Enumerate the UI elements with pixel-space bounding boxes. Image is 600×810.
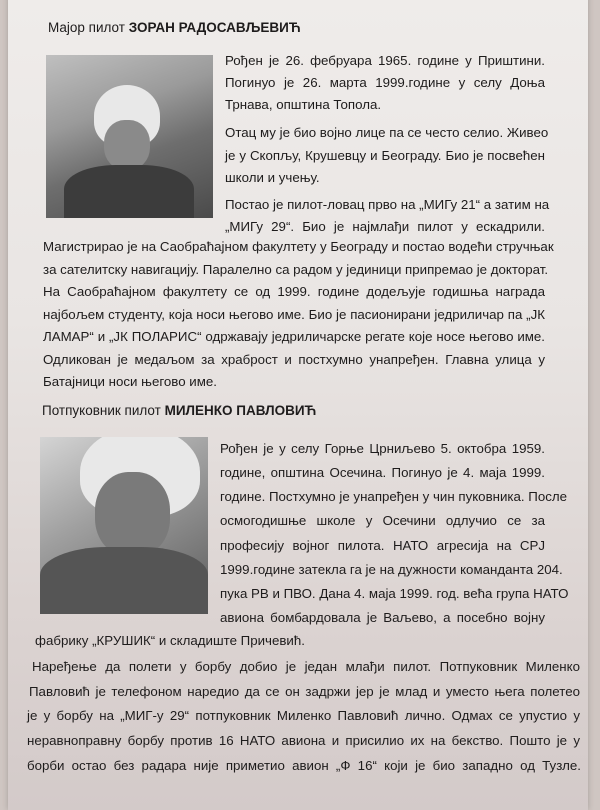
- text-line: пука РВ и ПВО. Дана 4. маја 1999. год. већа група НАТО: [220, 586, 569, 601]
- text-line: најбољем студенту, која носи његово име. Био је пасионирани једриличар па „ЈК: [43, 307, 545, 322]
- section1-title: [48, 20, 301, 35]
- text-line: На Саобраћајном факултету се од 1999. године додељује годишња награда: [43, 284, 545, 299]
- text-line: Наређење да полети у борбу добио је један млађи пилот. Потпуковник Миленко: [32, 659, 580, 674]
- text-line: Погинуо је 26. марта 1999.године у селу Доња: [225, 75, 545, 90]
- text-line: Павловић је телефоном наредио да се он задржи јер је млад и уместо њега полетео: [29, 684, 580, 699]
- text-line: је у Скопљу, Крушевцу и Београду. Био је посвећен: [225, 148, 545, 163]
- text-line: школи и учењу.: [225, 170, 320, 185]
- rank: Мајор пилот: [48, 20, 125, 35]
- text-line: Трнава, општина Топола.: [225, 97, 382, 112]
- text-line: Постао је пилот-ловац прво на „МИГу 21“ а затим на: [225, 197, 550, 212]
- text-line: Батајници носи његово име.: [43, 374, 217, 389]
- text-line: авиона бомбардовала је Ваљево, а посебно војну: [220, 610, 545, 625]
- rank: Потпуковник пилот: [42, 403, 161, 418]
- text-line: године, општина Осечина. Погинуо је 4. маја 1999.: [220, 465, 545, 480]
- text-line: је у борбу на „МИГ-у 29“ потпуковник Миленко Павловић лично. Одмах се упустио у: [27, 708, 580, 723]
- text-line: Одликован је медаљом за храброст и постхумно унапређен. Главна улица у: [43, 352, 545, 367]
- text-line: неравноправну борбу против 16 НАТО авиона и присилио их на бекство. Пошто је у: [27, 733, 580, 748]
- pilot-name: ЗОРАН РАДОСАВЉЕВИЋ: [128, 20, 301, 35]
- text-line: године. Постхумно је унапређен у чин пуковника. После: [220, 489, 568, 504]
- text-line: Рођен је у селу Горње Црниљево 5. октобра 1959.: [220, 441, 545, 456]
- text-line: Рођен је 26. фебруара 1965. године у Приштини.: [225, 53, 545, 68]
- text-line: 1999.године затекла га је на дужности команданта 204.: [220, 562, 563, 577]
- text-line: ЛАМАР“ и „ЈК ПОЛАРИС“ одржавају једриличарске регате које носе његово име.: [43, 329, 545, 344]
- text-line: професију војног пилота. НАТО агресија на СРЈ: [220, 538, 545, 553]
- portrait-photo-radosavljevic: [46, 55, 213, 218]
- pilot-name: МИЛЕНКО ПАВЛОВИЋ: [164, 403, 317, 418]
- text-line: Магистрирао је на Саобраћајном факултету у Београду и постао водећи стручњак: [43, 239, 554, 254]
- text-line: осмогодишње школе у Осечини одлучио се за: [220, 513, 545, 528]
- text-line: борби остао без радара није приметио авион „Ф 16“ који је био западно од Тузле.: [27, 758, 581, 773]
- section2-title: [42, 403, 316, 418]
- portrait-photo-pavlovic: [40, 437, 208, 614]
- text-line: фабрику „КРУШИК“ и складиште Причевић.: [35, 633, 305, 648]
- text-line: „МИГу 29“. Био је најмлађи пилот у ескадрили.: [225, 219, 545, 234]
- text-line: за сателитску навигацију. Паралелно са радом у јединици припремао је докторат.: [43, 262, 549, 277]
- text-line: Отац му је био војно лице па се често селио. Живео: [225, 125, 549, 140]
